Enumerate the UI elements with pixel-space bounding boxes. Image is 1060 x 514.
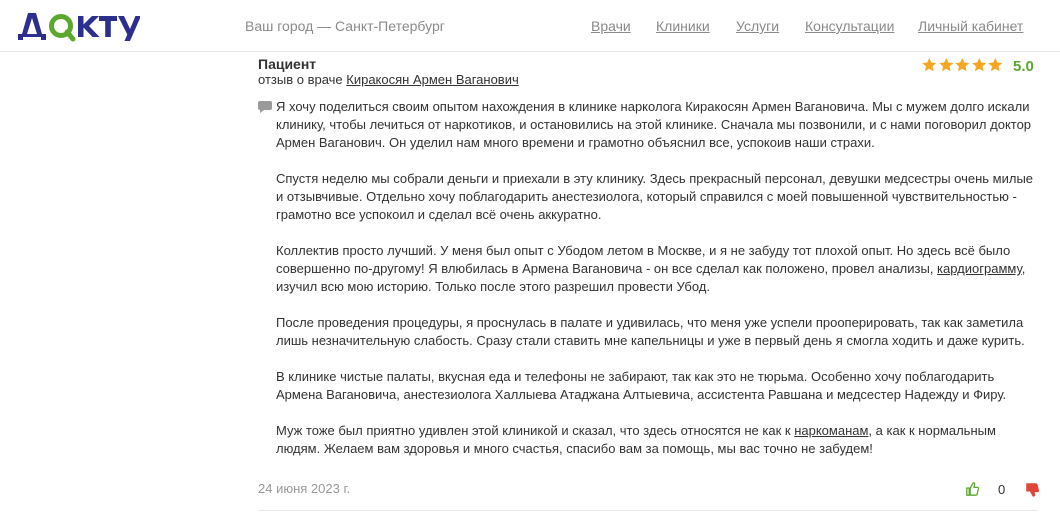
vote-count: 0 — [998, 482, 1006, 497]
nav-account[interactable]: Личный кабинет — [918, 18, 1024, 34]
review-paragraph — [276, 422, 1036, 458]
rating — [921, 57, 1036, 75]
rating-score: 5.0 — [1013, 58, 1034, 75]
review-divider — [258, 510, 1038, 511]
dokto-logo[interactable] — [16, 10, 140, 46]
review-text-fragment: Коллектив просто лучший. У меня был опыт с Убодом летом в Москве, и я не забуду тот плохой опыт. Но здесь всё было совершенно по-другому! Я влюбилась в Армена Вагановича - он все сделал как положено, провел анализы, — [276, 243, 1011, 276]
addicts-link[interactable]: наркоманам — [794, 423, 869, 438]
star-icon — [954, 57, 971, 73]
cardiogram-link[interactable]: кардиограмму — [937, 261, 1022, 276]
review-text-fragment: , изучил всю мою историю. Только после этого разрешил провести Убод. — [276, 261, 1026, 294]
thumbs-down-icon[interactable] — [1026, 483, 1039, 497]
site-header — [0, 0, 1060, 52]
rating-stars — [921, 57, 1004, 75]
review-author: Пациент — [258, 56, 317, 72]
review-text — [276, 98, 1036, 458]
nav-clinics[interactable]: Клиники — [656, 18, 710, 34]
city-selector[interactable]: Ваш город — Санкт-Петербург — [245, 18, 445, 34]
review-votes — [964, 481, 1044, 499]
star-icon — [938, 57, 955, 73]
review-paragraph — [276, 242, 1036, 296]
review-paragraph: Спустя неделю мы собрали деньги и приехали в эту клинику. Здесь прекрасный персонал, девушки медсестры очень милые и отзывчивые. Отдельно хочу поблагодарить анестезиолога, который справился с моей повышенной чувствительностью - грамотно все успокоил и сделал всё очень аккуратно. — [276, 171, 1034, 222]
review-text-fragment: Муж тоже был приятно удивлен этой клиникой и сказал, что здесь относятся не как к — [276, 423, 795, 438]
review-paragraph: После проведения процедуры, я проснулась в палате и удивилась, что меня уже успели прооперировать, так как заметила лишь незначительную слабость. Сразу стали ставить мне капельницы и уже в первый день я смогла ходить и даже курить. — [276, 315, 1025, 348]
review-paragraph: В клинике чистые палаты, вкусная еда и телефоны не забирают, так как это не тюрьма. Особенно хочу поблагодарить Армена Вагановича, анестезиолога Халлыева Атаджана Алтыевича, ассистента Равшана и медсестер Надежду и Фиру. — [276, 369, 1007, 402]
comment-icon — [258, 101, 272, 113]
star-icon — [971, 57, 988, 73]
review-date: 24 июня 2023 г. — [258, 481, 351, 496]
star-icon — [987, 57, 1004, 73]
thumbs-up-icon[interactable] — [966, 482, 979, 496]
doctor-link[interactable]: Киракосян Армен Ваганович — [346, 72, 519, 87]
review-subject-prefix: отзыв о враче — [258, 72, 347, 87]
nav-consultations[interactable]: Консультации — [805, 18, 895, 34]
nav-doctors[interactable]: Врачи — [591, 18, 631, 34]
star-icon — [921, 57, 938, 73]
review-text-fragment: , а как к нормальным людям. Желаем вам здоровья и много счастья, спасибо вам за помощь, мы вас точно не забудем! — [276, 423, 996, 456]
review-paragraph: Я хочу поделиться своим опытом нахождения в клинике нарколога Киракосян Армен Вагановича. Мы с мужем долго искали клинику, чтобы лечиться от наркотиков, и остановились на этой клинике. Сначала мы позвонили, и с нами поговорил доктор Армен Ваганович. Он уделил нам много времени и грамотно объяснил все, успокоив наши страхи. — [276, 99, 1032, 150]
review-subject — [258, 72, 519, 87]
nav-services[interactable]: Услуги — [736, 18, 780, 34]
